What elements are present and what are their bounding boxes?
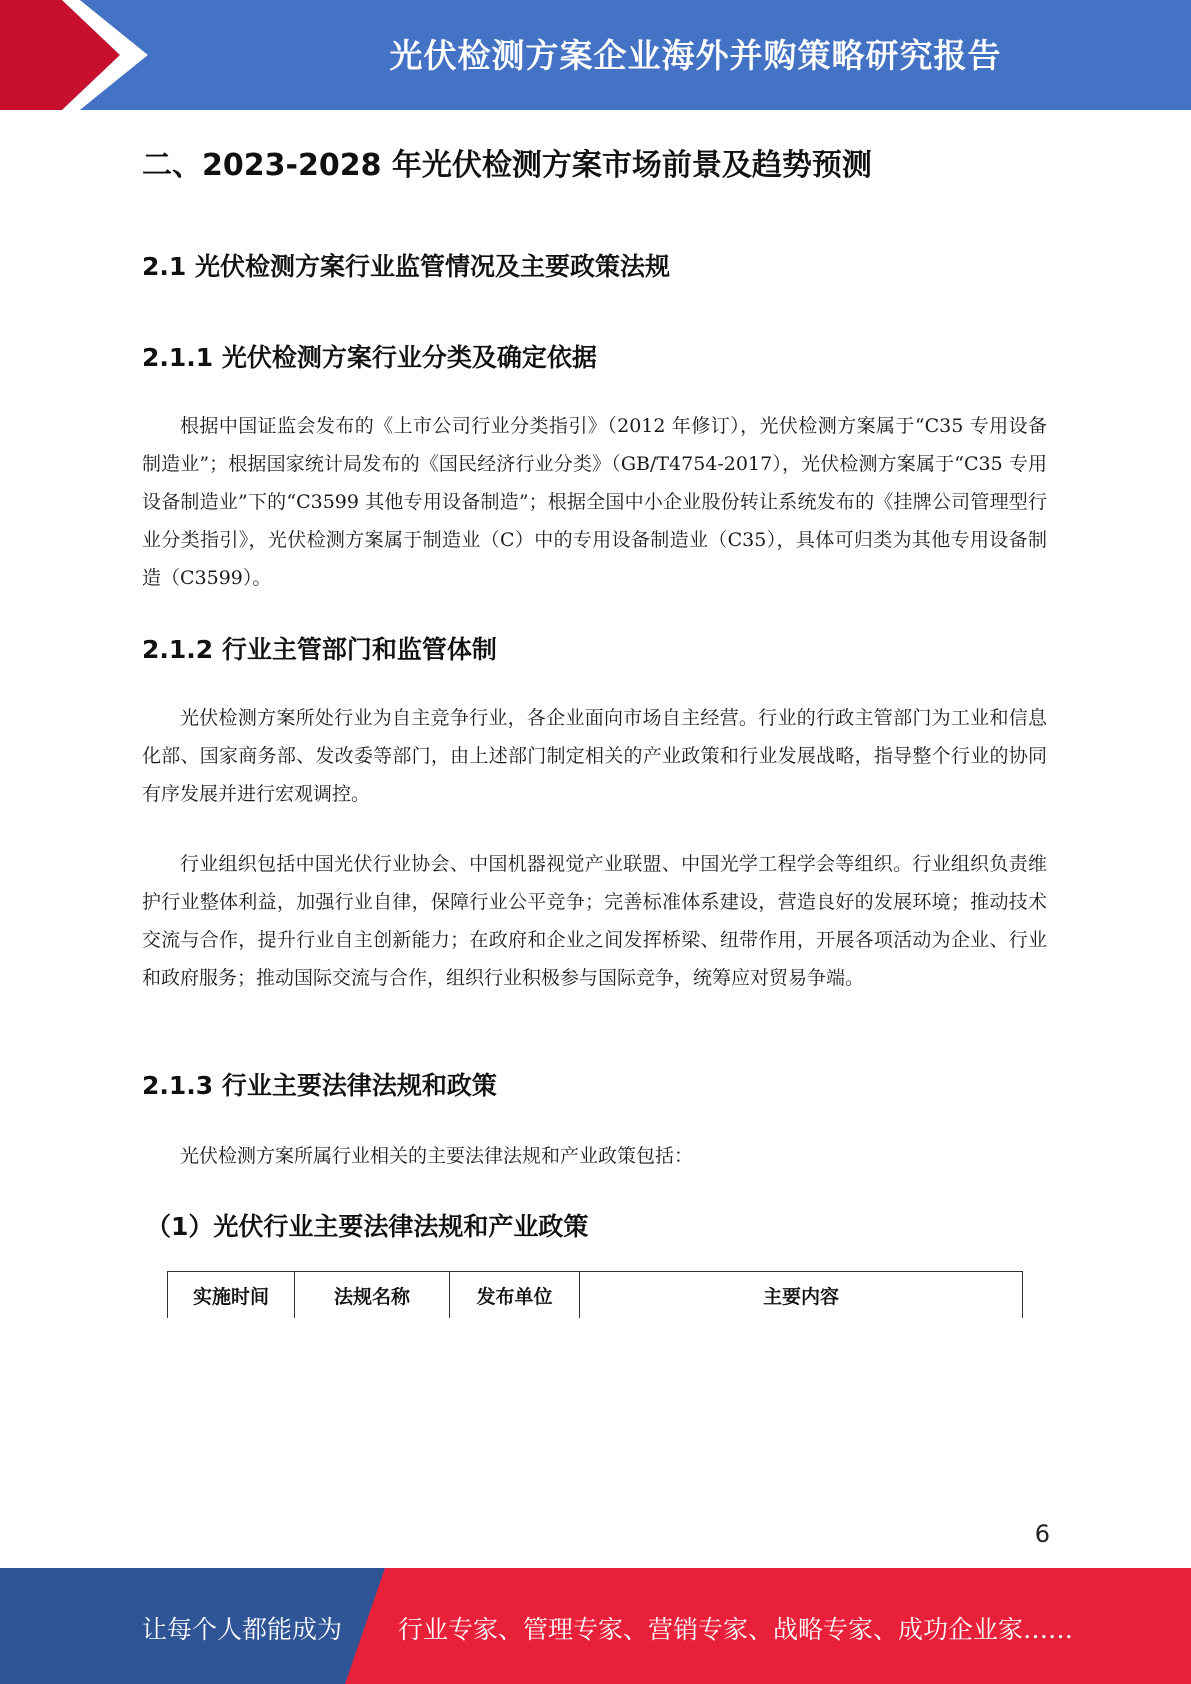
subsection-2-1-2-title: 2.1.2 行业主管部门和监管体制 [142,635,497,664]
subsection-2-1-3-title: 2.1.3 行业主要法律法规和政策 [142,1071,497,1100]
page-header [0,0,1191,110]
paragraph-industry-organizations: 行业组织包括中国光伏行业协会、中国机器视觉产业联盟、中国光学工程学会等组织。行业组织负责维护行业整体利益，加强行业自律，保障行业公平竞争；完善标准体系建设，营造良好的发展环境；推动技术交流与合作，提升行业自主创新能力；在政府和企业之间发挥桥梁、纽带作用，开展各项活动为企业、行业和政府服务；推动国际交流与合作，组织行业积极参与国际竞争，统筹应对贸易争端。 [142,853,1047,989]
table-header-cell: 主要内容 [579,1272,1023,1318]
paragraph-classification: 根据中国证监会发布的《上市公司行业分类指引》（2012 年修订），光伏检测方案属于“C35 专用设备制造业”；根据国家统计局发布的《国民经济行业分类》（GB/T4754-2017），光伏检测方案属于“C35 专用设备制造业”下的“C3599 其他专用设备制造”；根据全国中小企业股份转让系统发布的《挂牌公司管理型行业分类指引》，光伏检测方案属于制造业（C）中的专用设备制造业（C35），具体可归类为其他专用设备制造（C3599）。 [142,415,1047,589]
paragraph-laws-intro: 光伏检测方案所属行业相关的主要法律法规和产业政策包括： [180,1145,694,1167]
policy-table-header [167,1271,1023,1318]
page-number: 6 [1034,1520,1050,1548]
page-footer [0,1568,1191,1684]
policy-subheading: （1）光伏行业主要法律法规和产业政策 [146,1212,589,1241]
paragraph-regulators: 光伏检测方案所处行业为自主竞争行业，各企业面向市场自主经营。行业的行政主管部门为工业和信息化部、国家商务部、发改委等部门，由上述部门制定相关的产业政策和行业发展战略，指导整个行业的协同有序发展并进行宏观调控。 [142,707,1047,805]
subsection-2-1-1-title: 2.1.1 光伏检测方案行业分类及确定依据 [142,343,597,372]
footer-slogan-left: 让每个人都能成为 [142,1615,343,1644]
table-header-cell: 法规名称 [294,1272,449,1318]
subsection-2-1-title: 2.1 光伏检测方案行业监管情况及主要政策法规 [142,252,670,281]
section-title: 二、2023-2028 年光伏检测方案市场前景及趋势预测 [142,148,872,183]
footer-slogan-right: 行业专家、管理专家、营销专家、战略专家、成功企业家…… [398,1615,1074,1644]
table-header-cell: 发布单位 [449,1272,579,1318]
table-header-cell: 实施时间 [167,1272,294,1318]
header-title: 光伏检测方案企业海外并购策略研究报告 [389,36,1002,75]
